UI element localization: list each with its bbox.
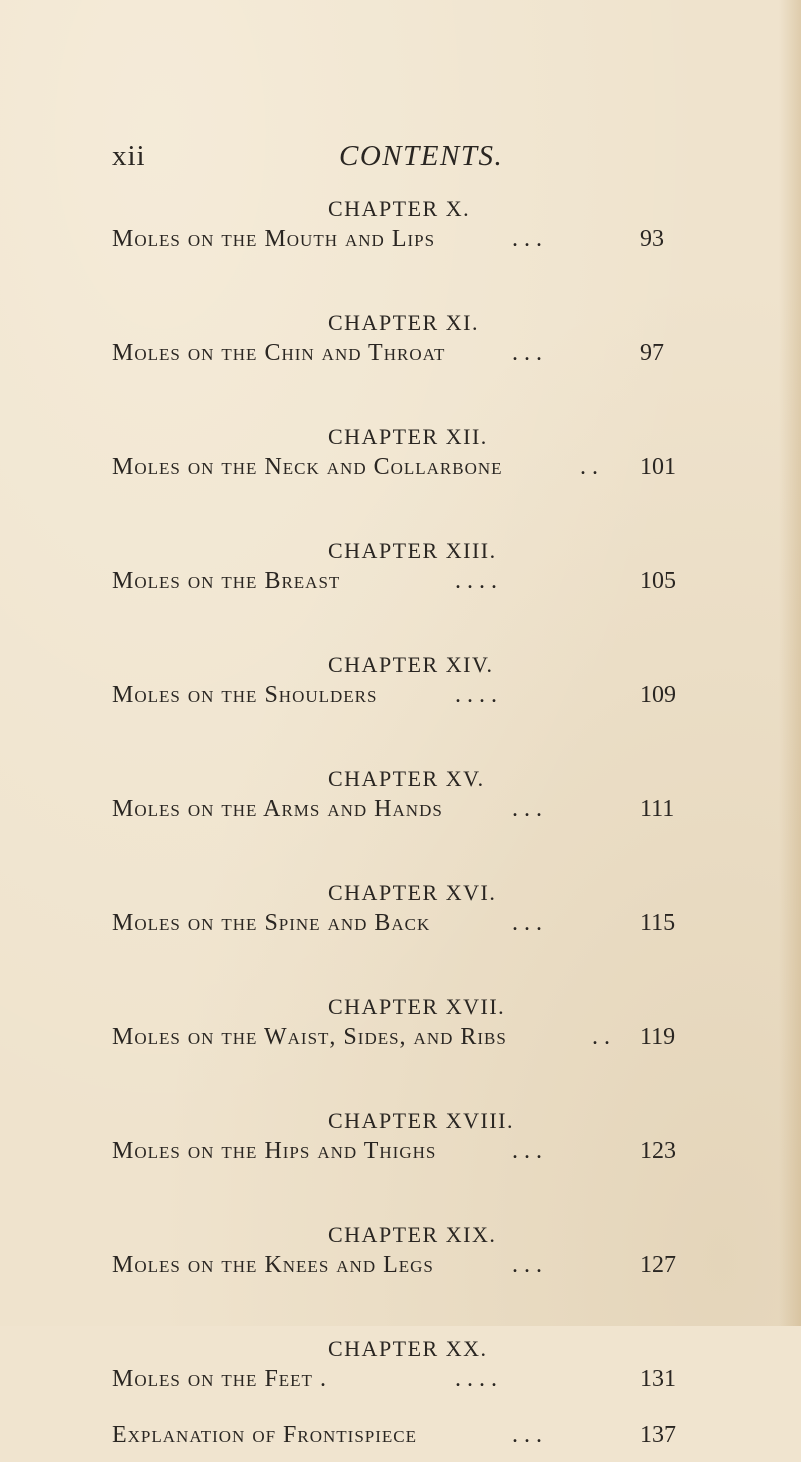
page-reference: 105 bbox=[640, 568, 676, 594]
page-reference: 93 bbox=[640, 226, 664, 252]
page-reference: 111 bbox=[640, 796, 675, 822]
dot-leader: . . . bbox=[512, 1252, 542, 1278]
dot-leader: . . . . bbox=[455, 682, 497, 708]
page-reference: 119 bbox=[640, 1024, 676, 1050]
dot-leader: . . . . bbox=[455, 568, 497, 594]
entry-title: Moles on the Hips and Thighs bbox=[112, 1138, 437, 1164]
table-of-contents bbox=[0, 196, 801, 1462]
dot-leader: . . . bbox=[512, 1422, 542, 1448]
chapter-label: CHAPTER X. bbox=[328, 196, 471, 221]
dot-leader: . . . . bbox=[455, 1366, 497, 1392]
toc-entry-chapter-10[interactable] bbox=[0, 196, 801, 310]
toc-entry-chapter-13[interactable] bbox=[0, 538, 801, 652]
toc-entry-frontispiece[interactable] bbox=[0, 1422, 801, 1462]
page-reference: 109 bbox=[640, 682, 676, 708]
toc-entry-chapter-11[interactable] bbox=[0, 310, 801, 424]
toc-entry-chapter-18[interactable] bbox=[0, 1108, 801, 1222]
page-reference: 115 bbox=[640, 910, 676, 936]
entry-title: Moles on the Mouth and Lips bbox=[112, 226, 436, 252]
chapter-label: CHAPTER XIV. bbox=[328, 652, 494, 677]
chapter-label: CHAPTER XX. bbox=[328, 1336, 488, 1361]
toc-entry-chapter-12[interactable] bbox=[0, 424, 801, 538]
chapter-label: CHAPTER XI. bbox=[328, 310, 479, 335]
entry-title: Moles on the Knees and Legs bbox=[112, 1252, 434, 1278]
entry-title: Moles on the Spine and Back bbox=[112, 910, 431, 936]
dot-leader: . . . bbox=[512, 226, 542, 252]
dot-leader: . . bbox=[592, 1024, 610, 1050]
chapter-label: CHAPTER XVII. bbox=[328, 994, 506, 1019]
dot-leader: . . . bbox=[512, 796, 542, 822]
entry-title: Moles on the Waist, Sides, and Ribs bbox=[112, 1024, 507, 1050]
page-reference: 131 bbox=[640, 1366, 676, 1392]
chapter-label: CHAPTER XV. bbox=[328, 766, 485, 791]
entry-title: Moles on the Breast bbox=[112, 568, 341, 594]
dot-leader: . . bbox=[580, 454, 598, 480]
toc-entry-chapter-17[interactable] bbox=[0, 994, 801, 1108]
toc-entry-chapter-19[interactable] bbox=[0, 1222, 801, 1336]
dot-leader: . . . bbox=[512, 340, 542, 366]
toc-entry-chapter-14[interactable] bbox=[0, 652, 801, 766]
chapter-label: CHAPTER XIX. bbox=[328, 1222, 497, 1247]
page-reference: 127 bbox=[640, 1252, 676, 1278]
dot-leader: . . . bbox=[512, 1138, 542, 1164]
page-reference: 101 bbox=[640, 454, 676, 480]
entry-title: Moles on the Neck and Collarbone bbox=[112, 454, 503, 480]
dot-leader: . . . bbox=[512, 910, 542, 936]
page-header bbox=[0, 140, 801, 180]
page-reference: 123 bbox=[640, 1138, 676, 1164]
chapter-label: CHAPTER XIII. bbox=[328, 538, 497, 563]
page-reference: 97 bbox=[640, 340, 664, 366]
page-reference: 137 bbox=[640, 1422, 676, 1448]
chapter-label: CHAPTER XVI. bbox=[328, 880, 497, 905]
toc-entry-chapter-15[interactable] bbox=[0, 766, 801, 880]
page-number: xii bbox=[112, 140, 146, 172]
running-head: CONTENTS. bbox=[339, 140, 504, 172]
entry-title: Moles on the Arms and Hands bbox=[112, 796, 443, 822]
entry-title: Moles on the Shoulders bbox=[112, 682, 378, 708]
entry-title: Moles on the Feet . bbox=[112, 1366, 327, 1392]
toc-entry-chapter-16[interactable] bbox=[0, 880, 801, 994]
entry-title: Explanation of Frontispiece bbox=[112, 1422, 418, 1448]
chapter-label: CHAPTER XII. bbox=[328, 424, 488, 449]
chapter-label: CHAPTER XVIII. bbox=[328, 1108, 514, 1133]
entry-title: Moles on the Chin and Throat bbox=[112, 340, 446, 366]
